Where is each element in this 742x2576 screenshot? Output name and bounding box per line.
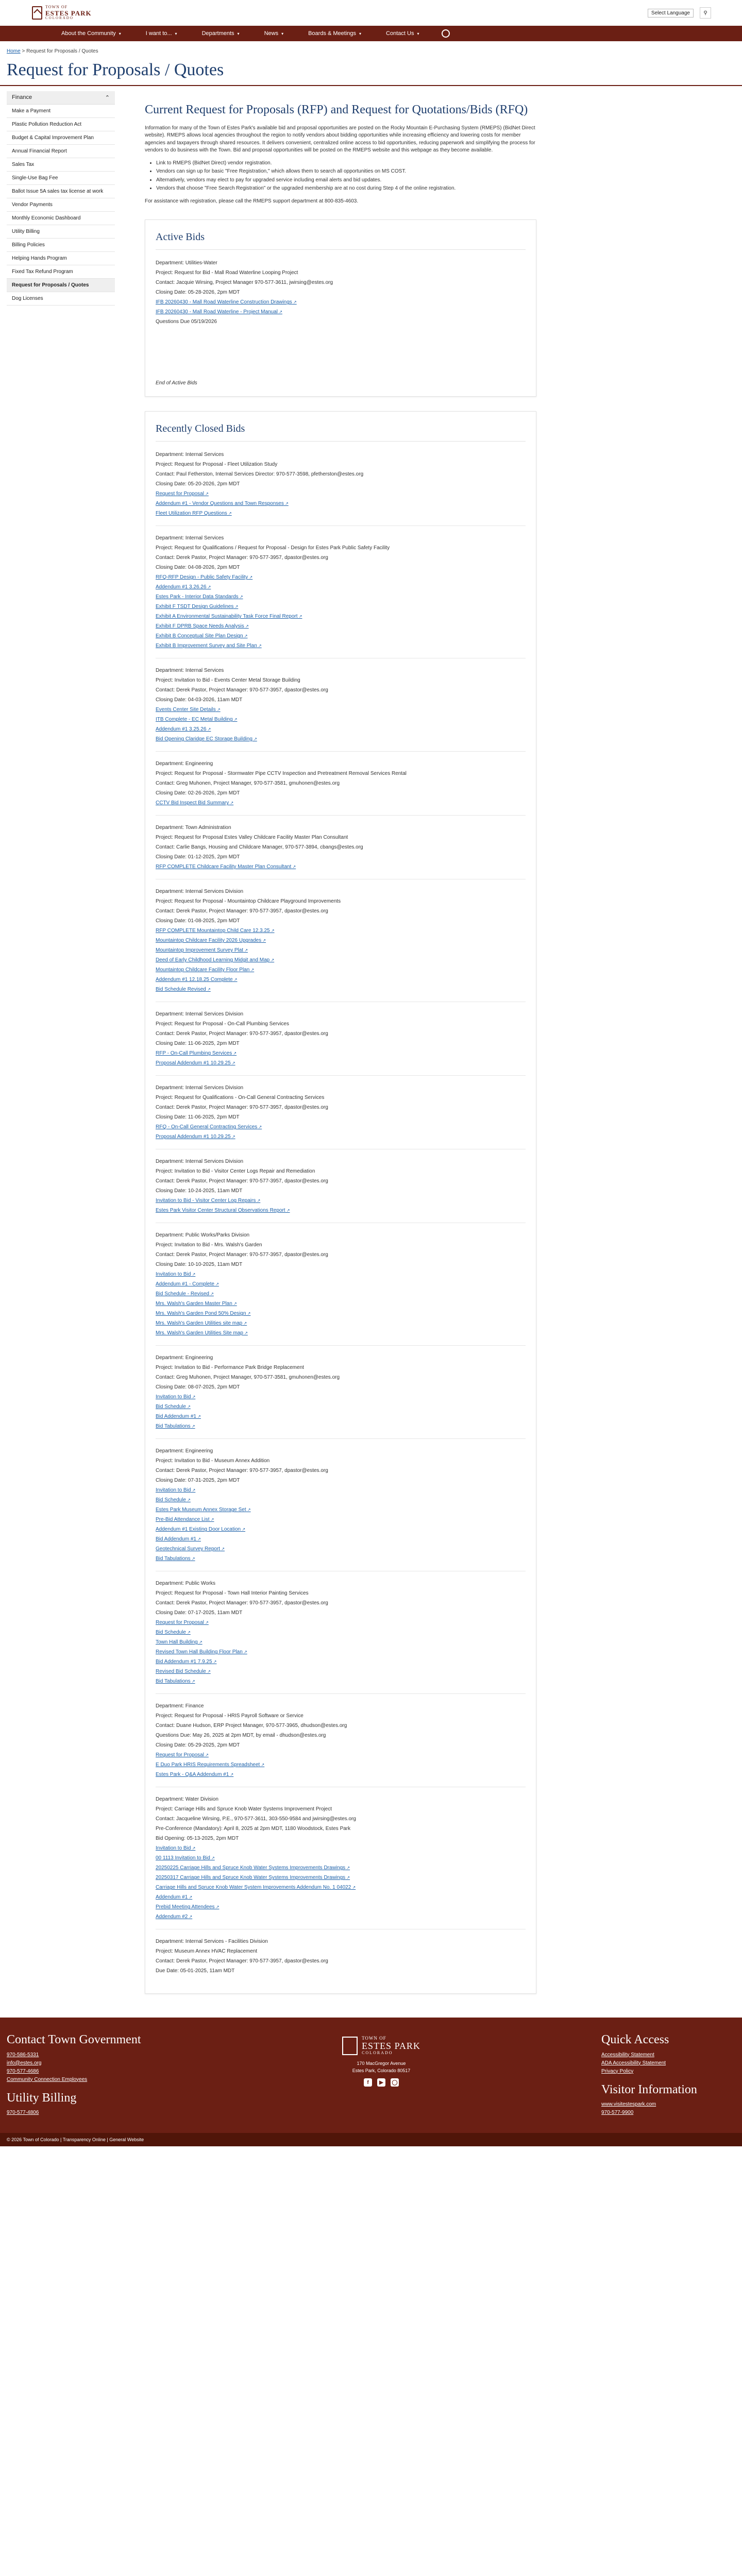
bid-detail: Project: Invitation to Bid - Museum Annex Addition [156,1458,270,1464]
bid-detail: Project: Request for Qualifications - On-Call General Contracting Services [156,1095,325,1101]
active-bids-title: Active Bids [156,231,526,250]
address-line2: Estes Park, Colorado 80517 [352,2067,411,2073]
bid-document-link[interactable]: Bid Schedule ↗ [156,1402,526,1412]
bid-document-link[interactable]: Mrs. Walsh's Garden Master Plan ↗ [156,1299,526,1309]
end-of-active-bids: End of Active Bids [156,380,197,386]
bid-document-link[interactable]: Addendum #1 3.26.26 ↗ [156,582,526,592]
sidebar-item[interactable]: Single-Use Bag Fee [7,172,115,185]
bid-detail: Closing Date: 04-08-2026, 2pm MDT [156,565,240,571]
nav-item-label: I want to... [145,30,172,37]
sidebar-item[interactable]: Sales Tax [7,158,115,172]
bid-detail: Project: Request for Proposal - Stormwater Pipe CCTV Inspection and Pretreatment Removal Services Rental [156,771,407,777]
bid-document-link[interactable]: Events Center Site Details ↗ [156,705,526,715]
closed-bids-title: Recently Closed Bids [156,423,526,442]
visitor-title: Visitor Information [601,2082,697,2096]
footer-center [304,2033,459,2117]
address-line1: 170 MacGregor Avenue [357,2061,406,2066]
bid-entry [156,1937,526,1983]
footer-logo-line1: TOWN OF [362,2036,386,2041]
bid-document-link[interactable]: Invitation to Bid - Visitor Center Log Repairs ↗ [156,1196,526,1206]
bid-detail: Closing Date: 02-26-2026, 2pm MDT [156,790,240,796]
quick-title: Quick Access [601,2033,669,2047]
footer-link[interactable]: Privacy Policy [601,2068,634,2074]
bid-document-link[interactable]: 20250225 Carriage Hills and Spruce Knob Water Systems Improvements Drawings ↗ [156,1863,526,1873]
bid-detail: Department: Engineering [156,1355,213,1361]
bid-detail: Closing Date: 10-24-2025, 11am MDT [156,1188,243,1194]
sidebar-title: Finance [12,94,32,100]
bid-document-link[interactable]: Mrs. Walsh's Garden Utilities Site map ↗ [156,1328,526,1338]
bid-document-link[interactable]: RFQ - On-Call General Contracting Services ↗ [156,1122,526,1132]
bid-detail: Project: Invitation to Bid - Performance Park Bridge Replacement [156,1365,304,1371]
footer-link[interactable]: Accessibility Statement [601,2052,654,2058]
facebook-icon[interactable]: f [364,2078,372,2087]
visitor-lines [601,2100,735,2117]
chevron-down-icon: ▾ [237,31,240,36]
bid-document-link[interactable]: Revised Town Hall Building Floor Plan ↗ [156,1647,526,1657]
bid-detail: Contact: Jacquie Wirsing, Project Manager 970-577-3611, jwirsing@estes.org [156,280,333,286]
bid-document-link[interactable]: Addendum #1 - Vendor Questions and Town Responses ↗ [156,499,526,509]
bid-detail: Contact: Derek Pastor, Project Manager: 970-577-3957, dpastor@estes.org [156,1600,328,1606]
bid-document-link[interactable]: Proposal Addendum #1 10.29.25 ↗ [156,1058,526,1068]
bid-entry [156,1230,526,1346]
footer-contact [7,2033,161,2117]
youtube-icon[interactable]: ▶ [377,2078,385,2087]
bid-document-link[interactable]: ITB Complete - EC Metal Building ↗ [156,715,526,724]
active-bids-list [156,258,526,334]
nav-item[interactable] [133,26,190,41]
bid-detail: Closing Date: 01-08-2025, 2pm MDT [156,918,240,924]
closed-bids-list [156,450,526,1983]
intro-paragraph: Information for many of the Town of Estes Park's available bid and proposal opportunities are posted on the Rocky Mountain E-Purchasing System (RMEPS) (BidNet Direct website). RMEPS allows local agencies throughout the region to notify vendors about bidding opportunities while increasing efficiency and lowering costs for member agencies and taxpayers through shared resources. It delivers convenient, centralized online access to bid opportunities, reducing paperwork and simplifying the process for vendors to do business with the Town. Bid and proposal opportunities will be posted on the RMEPS website and this webpage as they become available. [145,125,535,154]
bid-document-link[interactable]: Fleet Utilization RFP Questions ↗ [156,509,526,518]
bid-detail: Project: Request for Proposal - On-Call Plumbing Services [156,1021,289,1027]
bid-detail: Project: Carriage Hills and Spruce Knob Water Systems Improvement Project [156,1806,332,1812]
sidebar-item[interactable]: Dog Licenses [7,292,115,306]
bid-document-link[interactable]: RFP COMPLETE Mountaintop Child Care 12.3.25 ↗ [156,926,526,936]
bid-document-link[interactable]: Geotechnical Survey Report ↗ [156,1544,526,1554]
bid-document-link[interactable]: Request for Proposal ↗ [156,1750,526,1760]
bid-detail: Project: Request for Proposal Estes Valley Childcare Facility Master Plan Consultant [156,835,348,841]
instagram-icon[interactable]: ◯ [391,2078,399,2087]
content-wrap [0,86,742,1994]
sidebar-item[interactable]: Helping Hands Program [7,252,115,265]
bid-entry [156,258,526,334]
bid-document-link[interactable]: Mountaintop Childcare Facility 2026 Upgrades ↗ [156,936,526,945]
bid-detail: Pre-Conference (Mandatory): April 8, 2025 at 2pm MDT, 1180 Woodstock, Estes Park [156,1826,351,1832]
footer-link[interactable]: info@estes.org [7,2060,42,2066]
bid-detail: Contact: Derek Pastor, Project Manager: 970-577-3957, dpastor@estes.org [156,908,328,914]
nav-item[interactable] [296,26,374,41]
footer-link[interactable]: ADA Accessibility Statement [601,2060,666,2066]
bid-detail: Department: Water Division [156,1797,218,1803]
bid-detail: Department: Internal Services [156,535,224,541]
bid-document-link[interactable]: Exhibit B Improvement Survey and Site Plan ↗ [156,641,526,651]
bid-document-link[interactable]: Town Hall Building ↗ [156,1637,526,1647]
language-select[interactable]: Select Language [648,9,694,18]
billing-title: Utility Billing [7,2091,77,2105]
bid-entry [156,1701,526,1787]
bid-detail: Contact: Jacqueline Wirsing, P.E., 970-577-3611, 303-550-9584 and jwirsing@estes.org [156,1816,356,1822]
bid-entry [156,533,526,658]
town-logo[interactable] [32,5,92,20]
bid-document-link[interactable]: Addendum #1 ↗ [156,1892,526,1902]
bid-detail: Project: Request for Proposal - HRIS Payroll Software or Service [156,1713,303,1719]
billing-lines [7,2109,161,2117]
bid-document-link[interactable]: Bid Addendum #1 ↗ [156,1412,526,1421]
bid-detail: Department: Internal Services Division [156,1159,244,1165]
footer [0,2018,742,2133]
bid-document-link[interactable]: Estes Park - Interior Data Standards ↗ [156,592,526,602]
sidebar-item[interactable]: Budget & Capital Improvement Plan [7,131,115,145]
bid-entry [156,1446,526,1571]
bid-document-link[interactable]: IFB 20260430 - Mall Road Waterline Construction Drawings ↗ [156,297,526,307]
sidebar-item[interactable]: Vendor Payments [7,198,115,212]
bid-detail: Closing Date: 11-06-2025, 2pm MDT [156,1041,240,1047]
bid-detail: Contact: Derek Pastor, Project Manager: 970-577-3957, dpastor@estes.org [156,687,328,693]
bid-document-link[interactable]: 20250317 Carriage Hills and Spruce Knob Water Systems Improvements Drawings ↗ [156,1873,526,1883]
bid-document-link[interactable]: Revised Bid Schedule ↗ [156,1667,526,1676]
bid-document-link[interactable]: Bid Addendum #1 7.9.25 ↗ [156,1657,526,1667]
bid-detail: Project: Request for Bid - Mall Road Waterline Looping Project [156,270,298,276]
bid-entry [156,450,526,526]
bid-document-link[interactable]: RFP - On-Call Plumbing Services ↗ [156,1048,526,1058]
chevron-up-icon: ⌃ [105,95,110,101]
bid-detail: Department: Internal Services - Facilities Division [156,1939,268,1945]
bid-detail: Project: Request for Proposal - Mountaintop Childcare Playground Improvements [156,899,341,905]
chevron-down-icon: ▾ [417,31,419,36]
chevron-down-icon: ▾ [359,31,362,36]
nav-item[interactable] [49,26,133,41]
nav-item[interactable] [374,26,431,41]
breadcrumb-sep: > [22,48,25,54]
bid-detail: Department: Finance [156,1703,204,1709]
bid-document-link[interactable]: Addendum #1 3.25.26 ↗ [156,724,526,734]
bid-document-link[interactable]: RFP COMPLETE Childcare Facility Master Plan Consultant ↗ [156,862,526,872]
bid-detail: Contact: Carlie Bangs, Housing and Childcare Manager, 970-577-3894, cbangs@estes.org [156,844,363,851]
bid-document-link[interactable]: Addendum #1 - Complete ↗ [156,1279,526,1289]
bid-document-link[interactable]: Request for Proposal ↗ [156,489,526,499]
bid-document-link[interactable]: Estes Park Visitor Center Structural Observations Report ↗ [156,1206,526,1215]
bid-entry [156,1353,526,1439]
search-icon: ⚲ [703,10,707,16]
bid-document-link[interactable]: Request for Proposal ↗ [156,1618,526,1628]
bid-document-link[interactable]: Carriage Hills and Spruce Knob Water System Improvements Addendum No. 1 04022 ↗ [156,1883,526,1892]
bid-entry [156,1794,526,1929]
bid-document-link[interactable]: RFQ-RFP Design - Public Safety Facility ↗ [156,572,526,582]
sidebar-item[interactable]: Make a Payment [7,105,115,118]
bid-detail: Contact: Derek Pastor, Project Manager: 970-577-3957, dpastor@estes.org [156,555,328,561]
bid-detail: Closing Date: 01-12-2025, 2pm MDT [156,854,240,860]
bid-document-link[interactable]: Exhibit F DPRB Space Needs Analysis ↗ [156,621,526,631]
bid-detail: Closing Date: 05-28-2026, 2pm MDT [156,290,240,296]
bid-document-link[interactable]: Invitation to Bid ↗ [156,1843,526,1853]
nav-item-label: Boards & Meetings [308,30,357,37]
bid-detail: Project: Request for Proposal - Fleet Utilization Study [156,462,278,468]
bid-detail: Closing Date: 10-10-2025, 11am MDT [156,1262,243,1268]
bid-detail: Closing Date: 04-03-2026, 11am MDT [156,697,243,703]
footer-quick [601,2033,735,2117]
bid-document-link[interactable]: Invitation to Bid ↗ [156,1485,526,1495]
nav-item-label: Contact Us [386,30,414,37]
footer-link[interactable]: 970-577-4686 [7,2068,39,2074]
bid-detail: Department: Public Works/Parks Division [156,1232,250,1239]
bid-detail: Department: Public Works [156,1581,215,1587]
chevron-down-icon: ▾ [175,31,177,36]
bid-entry [156,823,526,879]
footer-logo-text [362,2036,420,2055]
bid-document-link[interactable]: Mrs. Walsh's Garden Pond 50% Design ↗ [156,1309,526,1318]
bid-detail: Contact: Derek Pastor, Project Manager: 970-577-3957, dpastor@estes.org [156,1105,328,1111]
footer-logo-line3: COLORADO [362,2050,393,2055]
main-content [145,91,536,1994]
bid-detail: Closing Date: 08-07-2025, 2pm MDT [156,1384,240,1391]
sidebar-item[interactable]: Plastic Pollution Reduction Act [7,118,115,131]
intro-bullets [156,160,536,193]
bid-document-link[interactable]: Exhibit F TSDT Design Guidelines ↗ [156,602,526,612]
bid-document-link[interactable]: Addendum #1 Existing Door Location ↗ [156,1524,526,1534]
bid-detail: Project: Request for Proposal - Town Hall Interior Painting Services [156,1590,309,1597]
bid-document-link[interactable]: Mountaintop Childcare Facility Floor Plan ↗ [156,965,526,975]
bid-detail: Department: Internal Services Division [156,889,244,895]
bid-detail: Project: Invitation to Bid - Events Center Metal Storage Building [156,677,300,684]
search-button[interactable] [700,7,711,19]
breadcrumb [0,41,742,54]
breadcrumb-home[interactable]: Home [7,48,21,54]
chevron-down-icon: ▾ [281,31,284,36]
main-nav [0,26,742,41]
nav-item[interactable] [190,26,252,41]
mountain-logo-icon [32,6,42,20]
page-title: Request for Proposals / Quotes [7,60,224,79]
sidebar-item[interactable]: Monthly Economic Dashboard [7,212,115,225]
logo-text [45,5,92,20]
bid-document-link[interactable]: Addendum #2 ↗ [156,1912,526,1922]
bid-detail: Due Date: 05-01-2025, 11am MDT [156,1968,235,1974]
sidebar-header[interactable] [7,91,115,105]
bid-document-link[interactable]: Exhibit A Environmental Sustainability Task Force Final Report ↗ [156,612,526,621]
sidebar-item[interactable]: Annual Financial Report [7,145,115,158]
bid-document-link[interactable]: Bid Schedule ↗ [156,1628,526,1637]
bid-detail: Contact: Duane Hudson, ERP Project Manager, 970-577-3965, dhudson@estes.org [156,1723,347,1729]
bid-detail: Department: Internal Services [156,452,224,458]
bid-detail: Closing Date: 05-20-2026, 2pm MDT [156,481,240,487]
bid-document-link[interactable]: Invitation to Bid ↗ [156,1392,526,1402]
footer-link[interactable]: 970-586-5331 [7,2052,39,2058]
footer-link[interactable]: www.visitestespark.com [601,2102,656,2108]
assist-text: For assistance with registration, please call the RMEPS support department at 800-835-4603. [145,198,359,204]
bid-detail: Bid Opening: 05-13-2025, 2pm MDT [156,1836,239,1842]
footer-link[interactable]: Community Connection Employees [7,2076,88,2082]
footer-link[interactable]: 970-577-9900 [601,2110,634,2116]
bid-document-link[interactable]: CCTV Bid Inspect Bid Summary ↗ [156,798,526,808]
bid-detail: Closing Date: 05-29-2025, 2pm MDT [156,1742,240,1749]
bid-document-link[interactable]: Prebid Meeting Attendees ↗ [156,1902,526,1912]
contact-lines [7,2051,161,2084]
bid-detail: Project: Museum Annex HVAC Replacement [156,1948,258,1955]
bid-document-link[interactable]: Estes Park Museum Annex Storage Set ↗ [156,1505,526,1515]
bid-document-link[interactable]: Bid Tabulations ↗ [156,1421,526,1431]
bid-detail: Department: Internal Services Division [156,1085,244,1091]
bid-document-link[interactable]: Mountaintop Improvement Survey Plat ↗ [156,945,526,955]
bid-document-link[interactable]: Pre-Bid Attendance List ↗ [156,1515,526,1524]
sidebar-item[interactable]: Request for Proposals / Quotes [7,279,115,292]
intro [145,125,536,206]
bid-document-link[interactable]: E Duo Park HRIS Requirements Spreadsheet ↗ [156,1760,526,1770]
bid-document-link[interactable]: Deed of Early Childhood Learning Midgit and Map ↗ [156,955,526,965]
nav-item-label: News [264,30,279,37]
nav-item-label: About the Community [61,30,116,37]
bid-document-link[interactable]: Proposal Addendum #1 10.29.25 ↗ [156,1132,526,1142]
bid-detail: Contact: Derek Pastor, Project Manager: 970-577-3957, dpastor@estes.org [156,1958,328,1964]
bid-document-link[interactable]: Bid Tabulations ↗ [156,1676,526,1686]
nav-search-icon[interactable] [442,29,450,38]
bid-document-link[interactable]: Bid Schedule Revised ↗ [156,985,526,994]
top-right-tools [648,7,711,19]
sidebar-item[interactable]: Utility Billing [7,225,115,239]
main-heading: Current Request for Proposals (RFP) and Request for Quotations/Bids (RFQ) [145,103,528,116]
bid-entry [156,1009,526,1076]
bid-detail: Department: Internal Services Division [156,1011,244,1018]
logo-line1: TOWN OF [45,5,68,10]
sidebar-item[interactable]: Fixed Tax Refund Program [7,265,115,279]
copyright: © 2026 Town of Colorado | Transparency Online | General Website [0,2133,742,2146]
active-bids-card [145,219,536,397]
footer-address [304,2060,459,2074]
bid-detail: Contact: Greg Muhonen, Project Manager, 970-577-3581, gmuhonen@estes.org [156,781,340,787]
contact-title: Contact Town Government [7,2033,141,2047]
footer-mountain-icon [342,2037,358,2055]
bid-entry [156,666,526,752]
sidebar-item[interactable]: Ballot Issue 5A sales tax license at work [7,185,115,198]
nav-item-label: Departments [201,30,234,37]
bid-detail: Closing Date: 11-06-2025, 2pm MDT [156,1114,240,1121]
bid-detail: Department: Engineering [156,761,213,767]
bid-detail: Contact: Paul Fetherston, Internal Services Director: 970-577-3598, pfetherston@estes.org [156,471,364,478]
bid-detail: Contact: Derek Pastor, Project Manager: 970-577-3957, dpastor@estes.org [156,1031,328,1037]
logo-line2: ESTES PARK [45,9,92,17]
bid-document-link[interactable]: Invitation to Bid ↗ [156,1269,526,1279]
bid-detail: Department: Town Administration [156,825,231,831]
bid-entry [156,1157,526,1223]
breadcrumb-current: Request for Proposals / Quotes [26,48,98,54]
bid-document-link[interactable]: 00 1113 Invitation to Bid ↗ [156,1853,526,1863]
bid-detail: Contact: Greg Muhonen, Project Manager, 970-577-3581, gmuhonen@estes.org [156,1375,340,1381]
bid-entry [156,887,526,1002]
quick-lines [601,2051,735,2076]
intro-bullet: • Alternatively, vendors may elect to pay for upgraded service including email alerts and bid updates. [156,177,536,184]
nav-item[interactable] [252,26,296,41]
social-links [304,2078,459,2087]
bid-document-link[interactable]: Mrs. Walsh's Garden Utilities site map ↗ [156,1318,526,1328]
bid-document-link[interactable]: Bid Addendum #1 ↗ [156,1534,526,1544]
bid-entry [156,1579,526,1694]
bid-document-link[interactable]: Bid Opening Claridge EC Storage Building ↗ [156,734,526,744]
bid-detail: Contact: Derek Pastor, Project Manager: 970-577-3957, dpastor@estes.org [156,1468,328,1474]
bid-document-link[interactable]: Addendum #1 12.18.25 Complete ↗ [156,975,526,985]
chevron-down-icon: ▾ [119,31,121,36]
footer-logo[interactable] [304,2036,459,2055]
sidebar-item[interactable]: Billing Policies [7,239,115,252]
bid-detail: Department: Utilities-Water [156,260,217,266]
bid-document-link[interactable]: Bid Schedule - Revised ↗ [156,1289,526,1299]
bid-detail: Closing Date: 07-17-2025, 11am MDT [156,1610,243,1616]
sidebar-list [7,105,115,306]
bid-detail: Project: Invitation to Bid - Mrs. Walsh's Garden [156,1242,262,1248]
bid-detail: Contact: Derek Pastor, Project Manager: 970-577-3957, dpastor@estes.org [156,1252,328,1258]
footer-link[interactable]: 970-577-4806 [7,2110,39,2116]
bid-document-link[interactable]: Bid Schedule ↗ [156,1495,526,1505]
bid-entry [156,759,526,816]
intro-bullet: • Vendors that choose "Free Search Registration" or the upgraded membership are at no cost during Step 4 of the online registration. [156,185,536,193]
bid-document-link[interactable]: IFB 20260430 - Mall Road Waterline - Project Manual ↗ [156,307,526,317]
bid-detail: Project: Request for Qualifications / Request for Proposal - Design for Estes Park Public Safety Facility [156,545,390,551]
closed-bids-card [145,411,536,1994]
bid-detail: Department: Internal Services [156,668,224,674]
bid-document-link[interactable]: Estes Park - Q&A Addendum #1 ↗ [156,1770,526,1780]
bid-detail: Questions Due 05/19/2026 [156,319,217,325]
bid-detail: Project: Invitation to Bid - Visitor Center Logs Repair and Remediation [156,1168,315,1175]
bid-detail: Closing Date: 07-31-2025, 2pm MDT [156,1478,240,1484]
footer-logo-line2: ESTES PARK [362,2040,420,2051]
intro-bullet: • Vendors can sign up for basic "Free Registration," which allows them to search all opportunities on MS COST. [156,168,536,176]
logo-line3: COLORADO [45,16,74,21]
bid-document-link[interactable]: Bid Tabulations ↗ [156,1554,526,1564]
bid-entry [156,1083,526,1149]
bid-detail: Questions Due: May 26, 2025 at 2pm MDT, by email - dhudson@estes.org [156,1733,326,1739]
bid-detail: Department: Engineering [156,1448,213,1454]
sidebar [7,91,115,1994]
bid-document-link[interactable]: Exhibit B Conceptual Site Plan Design ↗ [156,631,526,641]
bid-detail: Contact: Derek Pastor, Project Manager: 970-577-3957, dpastor@estes.org [156,1178,328,1184]
intro-bullet: • Link to RMEPS (BidNet Direct) vendor registration. [156,160,536,167]
top-bar [0,0,742,26]
